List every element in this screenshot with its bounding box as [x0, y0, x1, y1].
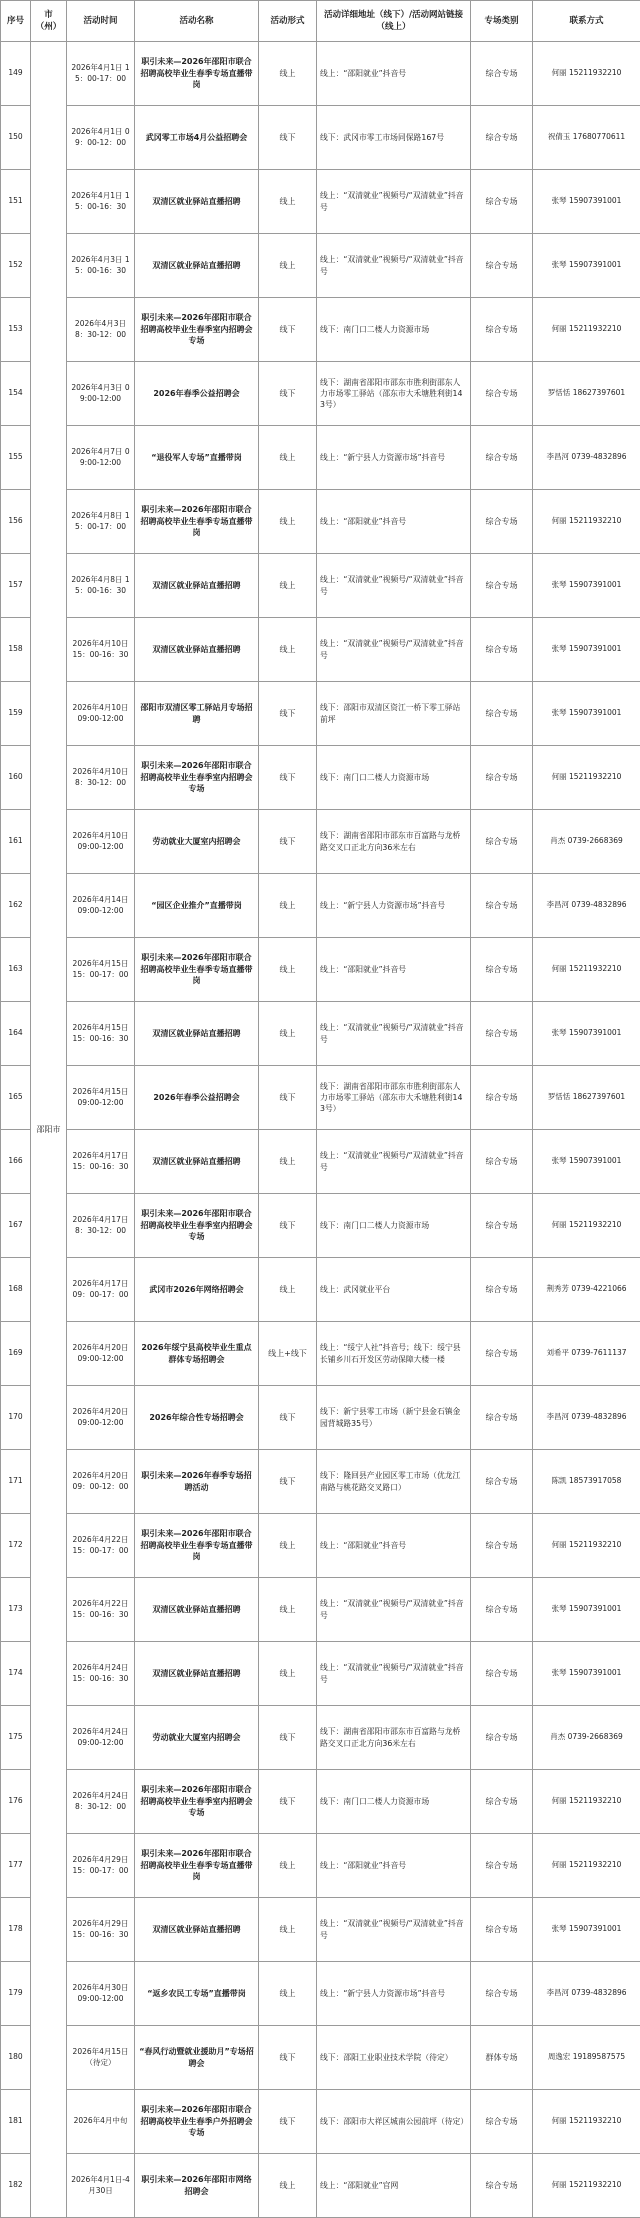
row-type: 综合专场 — [471, 1962, 533, 2026]
table-row — [1, 1514, 640, 1578]
row-seq: 167 — [1, 1194, 31, 1258]
row-time: 2026年4月20日 09:00-12:00 — [67, 1386, 135, 1450]
row-contact: 张琴 15907391001 — [533, 618, 640, 682]
row-address: 线上：“双清就业”视频号/“双清就业”抖音号 — [317, 1002, 471, 1066]
row-time: 2026年4月1日 09：00-12：00 — [67, 106, 135, 170]
row-address: 线下：邵阳市大祥区城南公园前坪（待定） — [317, 2090, 471, 2154]
row-time: 2026年4月15日 15：00-16：30 — [67, 1002, 135, 1066]
row-type: 综合专场 — [471, 1770, 533, 1834]
row-activity-name: “园区企业推介”直播带岗 — [135, 874, 259, 938]
row-type: 综合专场 — [471, 1898, 533, 1962]
row-contact: 李昌河 0739-4832896 — [533, 874, 640, 938]
table-row — [1, 1898, 640, 1962]
row-seq: 159 — [1, 682, 31, 746]
row-form: 线上 — [259, 1578, 317, 1642]
table-row — [1, 746, 640, 810]
row-seq: 178 — [1, 1898, 31, 1962]
row-contact: 罗恬恬 18627397601 — [533, 362, 640, 426]
table-row — [1, 874, 640, 938]
row-form: 线上 — [259, 938, 317, 1002]
row-form: 线下 — [259, 810, 317, 874]
table-row — [1, 682, 640, 746]
row-seq: 151 — [1, 170, 31, 234]
table-row — [1, 106, 640, 170]
table-row — [1, 234, 640, 298]
row-address: 线上：“双清就业”视频号/“双清就业”抖音号 — [317, 1898, 471, 1962]
row-type: 综合专场 — [471, 874, 533, 938]
row-time: 2026年4月8日 15：00-16：30 — [67, 554, 135, 618]
row-address: 线上：“双清就业”视频号/“双清就业”抖音号 — [317, 170, 471, 234]
row-contact: 何丽 15211932210 — [533, 1770, 640, 1834]
row-type: 综合专场 — [471, 490, 533, 554]
table-row — [1, 1322, 640, 1386]
row-form: 线下 — [259, 2026, 317, 2090]
table-row — [1, 1130, 640, 1194]
row-activity-name: 职引未来—2026年邵阳市联合招聘高校毕业生春季室内招聘会专场 — [135, 298, 259, 362]
row-time: 2026年4月24日 8：30-12：00 — [67, 1770, 135, 1834]
row-time: 2026年4月15日 09:00-12:00 — [67, 1066, 135, 1130]
table-row — [1, 1194, 640, 1258]
header-name: 活动名称 — [135, 1, 259, 42]
row-activity-name: 2026年综合性专场招聘会 — [135, 1386, 259, 1450]
row-activity-name: 职引未来—2026年邵阳市联合招聘高校毕业生春季室内招聘会专场 — [135, 1194, 259, 1258]
row-activity-name: 双清区就业驿站直播招聘 — [135, 618, 259, 682]
row-address: 线下：邵阳工业职业技术学院（待定） — [317, 2026, 471, 2090]
row-seq: 152 — [1, 234, 31, 298]
header-address: 活动详细地址（线下）/活动网站链接（线上） — [317, 1, 471, 42]
row-activity-name: 双清区就业驿站直播招聘 — [135, 1130, 259, 1194]
row-time: 2026年4月10日 8：30-12：00 — [67, 746, 135, 810]
table-row — [1, 42, 640, 106]
row-type: 综合专场 — [471, 106, 533, 170]
row-type: 群体专场 — [471, 2026, 533, 2090]
city-cell: 邵阳市 — [31, 42, 67, 2218]
row-form: 线下 — [259, 106, 317, 170]
row-contact: 张琴 15907391001 — [533, 554, 640, 618]
table-row — [1, 298, 640, 362]
row-form: 线上 — [259, 1514, 317, 1578]
row-address: 线上：“双清就业”视频号/“双清就业”抖音号 — [317, 554, 471, 618]
row-contact: 张琴 15907391001 — [533, 170, 640, 234]
row-contact: 张琴 15907391001 — [533, 234, 640, 298]
table-row — [1, 2026, 640, 2090]
row-contact: 张琴 15907391001 — [533, 1578, 640, 1642]
row-seq: 168 — [1, 1258, 31, 1322]
row-type: 综合专场 — [471, 234, 533, 298]
row-contact: 陈凯 18573917058 — [533, 1450, 640, 1514]
row-address: 线上：“新宁县人力资源市场”抖音号 — [317, 874, 471, 938]
row-seq: 174 — [1, 1642, 31, 1706]
row-type: 综合专场 — [471, 298, 533, 362]
table-row — [1, 938, 640, 1002]
row-time: 2026年4月20日 09:00-12:00 — [67, 1322, 135, 1386]
row-activity-name: “春风行动暨就业援助月”专场招聘会 — [135, 2026, 259, 2090]
row-contact: 罗恬恬 18627397601 — [533, 1066, 640, 1130]
row-contact: 何丽 15211932210 — [533, 1194, 640, 1258]
header-time: 活动时间 — [67, 1, 135, 42]
row-address: 线上：“邵阳就业”抖音号 — [317, 42, 471, 106]
row-time: 2026年4月22日 15：00-17：00 — [67, 1514, 135, 1578]
row-form: 线下 — [259, 1450, 317, 1514]
row-contact: 肖杰 0739-2668369 — [533, 810, 640, 874]
row-time: 2026年4月17日 09：00-17：00 — [67, 1258, 135, 1322]
row-address: 线上：武冈就业平台 — [317, 1258, 471, 1322]
row-activity-name: 双清区就业驿站直播招聘 — [135, 234, 259, 298]
row-type: 综合专场 — [471, 746, 533, 810]
row-seq: 153 — [1, 298, 31, 362]
row-seq: 164 — [1, 1002, 31, 1066]
row-type: 综合专场 — [471, 1002, 533, 1066]
row-address: 线上：“双清就业”视频号/“双清就业”抖音号 — [317, 1130, 471, 1194]
row-address: 线下：湖南省邵阳市邵东市百富路与龙桥路交叉口正北方向36米左右 — [317, 1706, 471, 1770]
row-form: 线上 — [259, 1898, 317, 1962]
table-row — [1, 426, 640, 490]
row-seq: 170 — [1, 1386, 31, 1450]
row-time: 2026年4月1日 15：00-17：00 — [67, 42, 135, 106]
row-activity-name: 2026年绥宁县高校毕业生重点群体专场招聘会 — [135, 1322, 259, 1386]
row-form: 线下 — [259, 2090, 317, 2154]
table-row — [1, 1642, 640, 1706]
table-row — [1, 170, 640, 234]
row-activity-name: 武冈零工市场4月公益招聘会 — [135, 106, 259, 170]
row-address: 线下：湖南省邵阳市邵东市百富路与龙桥路交叉口正北方向36米左右 — [317, 810, 471, 874]
row-address: 线上：“双清就业”视频号/“双清就业”抖音号 — [317, 234, 471, 298]
row-contact: 张琴 15907391001 — [533, 1130, 640, 1194]
row-time: 2026年4月22日 15：00-16：30 — [67, 1578, 135, 1642]
row-activity-name: 职引未来—2026年邵阳市联合招聘高校毕业生春季专场直播带岗 — [135, 938, 259, 1002]
header-city: 市（州） — [31, 1, 67, 42]
row-address: 线下：南门口二楼人力资源市场 — [317, 1194, 471, 1258]
row-type: 综合专场 — [471, 362, 533, 426]
table-row — [1, 362, 640, 426]
row-type: 综合专场 — [471, 1322, 533, 1386]
row-time: 2026年4月14日 09:00-12:00 — [67, 874, 135, 938]
table-row — [1, 1770, 640, 1834]
row-type: 综合专场 — [471, 554, 533, 618]
row-address: 线上：“邵阳就业”抖音号 — [317, 1514, 471, 1578]
row-time: 2026年4月29日 15：00-16：30 — [67, 1898, 135, 1962]
row-contact: 何丽 15211932210 — [533, 298, 640, 362]
row-contact: 何丽 15211932210 — [533, 2090, 640, 2154]
table-row — [1, 618, 640, 682]
row-address: 线上：“新宁县人力资源市场”抖音号 — [317, 426, 471, 490]
row-type: 综合专场 — [471, 426, 533, 490]
row-type: 综合专场 — [471, 1066, 533, 1130]
row-activity-name: 职引未来—2026年邵阳市联合招聘高校毕业生春季专场直播带岗 — [135, 1834, 259, 1898]
row-seq: 154 — [1, 362, 31, 426]
header-type: 专场类别 — [471, 1, 533, 42]
row-form: 线上 — [259, 426, 317, 490]
row-address: 线上：“绥宁人社”抖音号；线下：绥宁县长铺乡川石开发区劳动保障大楼一楼 — [317, 1322, 471, 1386]
row-address: 线上：“邵阳就业”官网 — [317, 2154, 471, 2218]
table-row — [1, 1834, 640, 1898]
row-time: 2026年4月3日 15：00-16：30 — [67, 234, 135, 298]
row-time: 2026年4月8日 15：00-17：00 — [67, 490, 135, 554]
row-activity-name: 职引未来—2026年春季专场招聘活动 — [135, 1450, 259, 1514]
row-time: 2026年4月17日 15：00-16：30 — [67, 1130, 135, 1194]
row-type: 综合专场 — [471, 170, 533, 234]
row-activity-name: 双清区就业驿站直播招聘 — [135, 1002, 259, 1066]
row-seq: 177 — [1, 1834, 31, 1898]
table-row — [1, 1578, 640, 1642]
row-seq: 172 — [1, 1514, 31, 1578]
row-time: 2026年4月1日 15：00-16：30 — [67, 170, 135, 234]
row-time: 2026年4月15日 （待定） — [67, 2026, 135, 2090]
row-address: 线上：“双清就业”视频号/“双清就业”抖音号 — [317, 618, 471, 682]
row-activity-name: 职引未来—2026年邵阳市联合招聘高校毕业生春季室内招聘会专场 — [135, 746, 259, 810]
row-time: 2026年4月17日 8：30-12：00 — [67, 1194, 135, 1258]
row-time: 2026年4月7日 09:00-12:00 — [67, 426, 135, 490]
header-seq: 序号 — [1, 1, 31, 42]
row-form: 线上 — [259, 1642, 317, 1706]
row-form: 线下 — [259, 362, 317, 426]
row-type: 综合专场 — [471, 1578, 533, 1642]
table-row — [1, 1450, 640, 1514]
table-header-row — [1, 1, 640, 42]
row-activity-name: 邵阳市双清区零工驿站月专场招聘 — [135, 682, 259, 746]
row-type: 综合专场 — [471, 618, 533, 682]
row-contact: 何丽 15211932210 — [533, 1834, 640, 1898]
row-seq: 179 — [1, 1962, 31, 2026]
row-contact: 肖杰 0739-2668369 — [533, 1706, 640, 1770]
row-activity-name: 职引未来—2026年邵阳市联合招聘高校毕业生春季户外招聘会专场 — [135, 2090, 259, 2154]
row-seq: 161 — [1, 810, 31, 874]
row-activity-name: 双清区就业驿站直播招聘 — [135, 170, 259, 234]
header-form: 活动形式 — [259, 1, 317, 42]
row-contact: 祝倩玉 17680770611 — [533, 106, 640, 170]
row-form: 线下 — [259, 1706, 317, 1770]
table-row — [1, 1258, 640, 1322]
row-time: 2026年4月10日 09:00-12:00 — [67, 810, 135, 874]
row-seq: 150 — [1, 106, 31, 170]
row-seq: 160 — [1, 746, 31, 810]
row-contact: 周逸宏 19189587575 — [533, 2026, 640, 2090]
row-time: 2026年4月29日 15：00-17：00 — [67, 1834, 135, 1898]
row-activity-name: 职引未来—2026年邵阳市网络招聘会 — [135, 2154, 259, 2218]
row-form: 线下 — [259, 1386, 317, 1450]
row-form: 线上 — [259, 1834, 317, 1898]
row-time: 2026年4月中旬 — [67, 2090, 135, 2154]
table-row — [1, 1386, 640, 1450]
row-seq: 155 — [1, 426, 31, 490]
row-contact: 张琴 15907391001 — [533, 1898, 640, 1962]
row-address: 线下：邵阳市双清区资江一桥下零工驿站前坪 — [317, 682, 471, 746]
row-form: 线上 — [259, 2154, 317, 2218]
row-contact: 李昌河 0739-4832896 — [533, 426, 640, 490]
row-seq: 180 — [1, 2026, 31, 2090]
row-time: 2026年4月10日 09:00-12:00 — [67, 682, 135, 746]
row-form: 线下 — [259, 682, 317, 746]
header-contact: 联系方式 — [533, 1, 640, 42]
row-seq: 182 — [1, 2154, 31, 2218]
row-type: 综合专场 — [471, 2090, 533, 2154]
row-activity-name: 2026年春季公益招聘会 — [135, 362, 259, 426]
row-time: 2026年4月3日 8：30-12：00 — [67, 298, 135, 362]
row-time: 2026年4月20日 09：00-12：00 — [67, 1450, 135, 1514]
row-address: 线下：湖南省邵阳市邵东市胜利街邵东人力市场零工驿站（邵东市大禾塘胜利街143号） — [317, 1066, 471, 1130]
row-address: 线上：“邵阳就业”抖音号 — [317, 1834, 471, 1898]
row-seq: 156 — [1, 490, 31, 554]
row-seq: 176 — [1, 1770, 31, 1834]
row-type: 综合专场 — [471, 682, 533, 746]
row-activity-name: 双清区就业驿站直播招聘 — [135, 1642, 259, 1706]
row-activity-name: 劳动就业大厦室内招聘会 — [135, 1706, 259, 1770]
row-form: 线上 — [259, 170, 317, 234]
row-form: 线上 — [259, 618, 317, 682]
row-activity-name: 职引未来—2026年邵阳市联合招聘高校毕业生春季专场直播带岗 — [135, 490, 259, 554]
row-contact: 何丽 15211932210 — [533, 1514, 640, 1578]
row-seq: 169 — [1, 1322, 31, 1386]
row-address: 线下：南门口二楼人力资源市场 — [317, 746, 471, 810]
row-contact: 何丽 15211932210 — [533, 938, 640, 1002]
row-time: 2026年4月24日 15：00-16：30 — [67, 1642, 135, 1706]
row-activity-name: 职引未来—2026年邵阳市联合招聘高校毕业生春季专场直播带岗 — [135, 42, 259, 106]
row-type: 综合专场 — [471, 1706, 533, 1770]
row-time: 2026年4月10日 15：00-16：30 — [67, 618, 135, 682]
row-activity-name: “退役军人专场”直播带岗 — [135, 426, 259, 490]
row-form: 线上 — [259, 1002, 317, 1066]
row-address: 线下：新宁县零工市场（新宁县金石镇金园背城路35号） — [317, 1386, 471, 1450]
row-address: 线上：“双清就业”视频号/“双清就业”抖音号 — [317, 1642, 471, 1706]
row-activity-name: 武冈市2026年网络招聘会 — [135, 1258, 259, 1322]
row-contact: 张琴 15907391001 — [533, 682, 640, 746]
row-form: 线上 — [259, 554, 317, 618]
row-form: 线上 — [259, 42, 317, 106]
row-form: 线上 — [259, 1258, 317, 1322]
table-row — [1, 1002, 640, 1066]
row-seq: 157 — [1, 554, 31, 618]
row-form: 线下 — [259, 1194, 317, 1258]
row-activity-name: 职引未来—2026年邵阳市联合招聘高校毕业生春季专场直播带岗 — [135, 1514, 259, 1578]
row-type: 综合专场 — [471, 1514, 533, 1578]
table-row — [1, 2090, 640, 2154]
row-form: 线下 — [259, 746, 317, 810]
row-type: 综合专场 — [471, 2154, 533, 2218]
row-type: 综合专场 — [471, 1386, 533, 1450]
row-address: 线下：武冈市零工市场同保路167号 — [317, 106, 471, 170]
row-contact: 荆秀芳 0739-4221066 — [533, 1258, 640, 1322]
row-address: 线上：“新宁县人力资源市场”抖音号 — [317, 1962, 471, 2026]
row-type: 综合专场 — [471, 810, 533, 874]
row-contact: 何丽 15211932210 — [533, 42, 640, 106]
row-seq: 158 — [1, 618, 31, 682]
row-address: 线上：“双清就业”视频号/“双清就业”抖音号 — [317, 1578, 471, 1642]
table-body — [1, 42, 640, 2218]
row-activity-name: 劳动就业大厦室内招聘会 — [135, 810, 259, 874]
row-seq: 165 — [1, 1066, 31, 1130]
row-seq: 163 — [1, 938, 31, 1002]
row-contact: 张琴 15907391001 — [533, 1642, 640, 1706]
row-time: 2026年4月1日-4月30日 — [67, 2154, 135, 2218]
row-time: 2026年4月3日 09:00-12:00 — [67, 362, 135, 426]
table-row — [1, 490, 640, 554]
row-contact: 何丽 15211932210 — [533, 746, 640, 810]
row-form: 线上 — [259, 490, 317, 554]
row-address: 线上：“邵阳就业”抖音号 — [317, 938, 471, 1002]
row-seq: 171 — [1, 1450, 31, 1514]
table-row — [1, 2154, 640, 2218]
row-type: 综合专场 — [471, 1834, 533, 1898]
row-type: 综合专场 — [471, 1642, 533, 1706]
row-activity-name: 双清区就业驿站直播招聘 — [135, 554, 259, 618]
row-contact: 李昌河 0739-4832896 — [533, 1386, 640, 1450]
row-type: 综合专场 — [471, 938, 533, 1002]
row-contact: 刘希平 0739-7611137 — [533, 1322, 640, 1386]
row-contact: 李昌河 0739-4832896 — [533, 1962, 640, 2026]
table-row — [1, 1706, 640, 1770]
row-type: 综合专场 — [471, 1130, 533, 1194]
row-seq: 162 — [1, 874, 31, 938]
row-form: 线下 — [259, 298, 317, 362]
row-type: 综合专场 — [471, 42, 533, 106]
row-seq: 175 — [1, 1706, 31, 1770]
row-activity-name: 2026年春季公益招聘会 — [135, 1066, 259, 1130]
row-activity-name: 职引未来—2026年邵阳市联合招聘高校毕业生春季室内招聘会专场 — [135, 1770, 259, 1834]
row-activity-name: 双清区就业驿站直播招聘 — [135, 1578, 259, 1642]
row-form: 线上 — [259, 1962, 317, 2026]
row-type: 综合专场 — [471, 1258, 533, 1322]
table-row — [1, 810, 640, 874]
table-row — [1, 1066, 640, 1130]
row-contact: 何丽 15211932210 — [533, 490, 640, 554]
row-time: 2026年4月24日 09:00-12:00 — [67, 1706, 135, 1770]
row-type: 综合专场 — [471, 1194, 533, 1258]
row-seq: 149 — [1, 42, 31, 106]
row-contact: 何丽 15211932210 — [533, 2154, 640, 2218]
row-form: 线上 — [259, 874, 317, 938]
row-time: 2026年4月30日 09:00-12:00 — [67, 1962, 135, 2026]
row-form: 线上 — [259, 1130, 317, 1194]
row-seq: 181 — [1, 2090, 31, 2154]
row-form: 线上 — [259, 234, 317, 298]
row-form: 线下 — [259, 1770, 317, 1834]
row-seq: 166 — [1, 1130, 31, 1194]
row-contact: 张琴 15907391001 — [533, 1002, 640, 1066]
row-address: 线下：南门口二楼人力资源市场 — [317, 298, 471, 362]
row-time: 2026年4月15日 15：00-17：00 — [67, 938, 135, 1002]
row-activity-name: 双清区就业驿站直播招聘 — [135, 1898, 259, 1962]
row-form: 线上+线下 — [259, 1322, 317, 1386]
row-address: 线下：湖南省邵阳市邵东市胜利街邵东人力市场零工驿站（邵东市大禾塘胜利街143号） — [317, 362, 471, 426]
table-row — [1, 1962, 640, 2026]
row-address: 线下：南门口二楼人力资源市场 — [317, 1770, 471, 1834]
row-address: 线上：“邵阳就业”抖音号 — [317, 490, 471, 554]
row-activity-name: “返乡农民工专场”直播带岗 — [135, 1962, 259, 2026]
table-row — [1, 554, 640, 618]
row-seq: 173 — [1, 1578, 31, 1642]
row-form: 线下 — [259, 1066, 317, 1130]
row-type: 综合专场 — [471, 1450, 533, 1514]
row-address: 线下：隆回县产业园区零工市场（优龙江南路与桃花路交叉路口） — [317, 1450, 471, 1514]
